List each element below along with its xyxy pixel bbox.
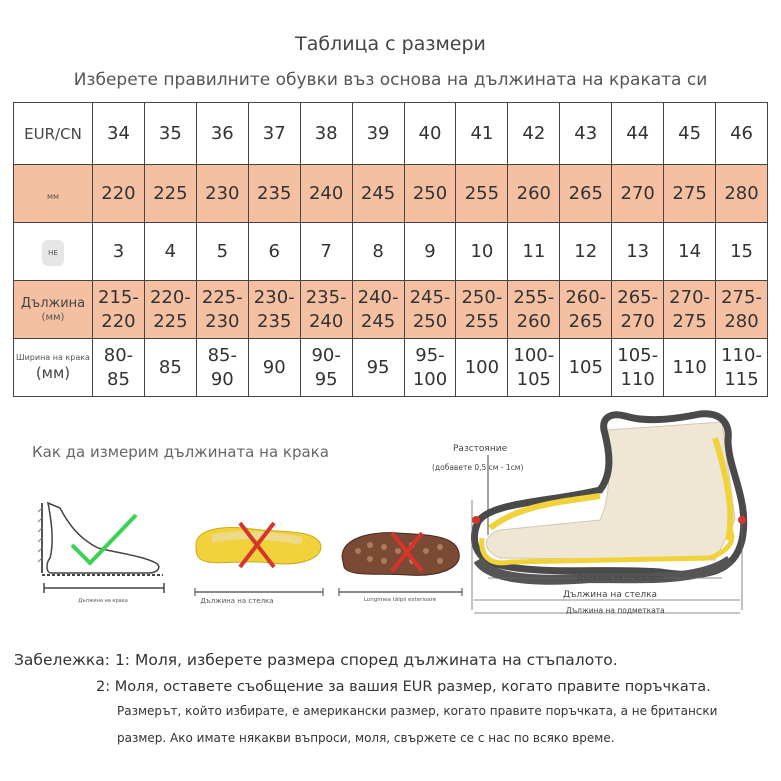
note-line-2: 2: Моля, оставете съобщение за вашия EUR размер, когато правите поръчката. [96, 679, 711, 695]
size-cell: 39 [352, 103, 404, 165]
size-cell [196, 281, 248, 339]
row-eur-label: EUR/CN [14, 103, 93, 165]
note-line-3: Размерът, който избирате, е американски размер, когато правите поръчката, а не британски [117, 704, 718, 718]
size-cell [352, 281, 404, 339]
size-cell-text: 85 [107, 368, 130, 390]
size-cell [300, 281, 352, 339]
size-cell: 41 [456, 103, 508, 165]
outsole-illustration [338, 523, 463, 583]
size-cell: 46 [716, 103, 768, 165]
size-cell: 13 [612, 223, 664, 281]
check-icon [72, 515, 136, 563]
size-cell: 14 [664, 223, 716, 281]
size-cell-text: 90- [311, 344, 341, 366]
size-table [13, 102, 768, 397]
size-cell-text: 105 [516, 368, 552, 390]
size-cell-text: 250- [461, 286, 503, 308]
row-width-label: Ширина на крака (мм) [14, 339, 93, 397]
size-cell [300, 339, 352, 397]
size-cell: 275 [664, 165, 716, 223]
size-cell [508, 339, 560, 397]
note-line-4: размер. Ако имате някакви въпроси, моля, свържете се с нас по всяко време. [117, 731, 615, 745]
size-cell: 265 [560, 165, 612, 223]
size-cell-text: 220- [149, 286, 191, 308]
size-cell [456, 281, 508, 339]
size-cell-text: 100- [513, 344, 555, 366]
size-cell [352, 339, 404, 397]
size-cell [248, 339, 300, 397]
page-subtitle: Изберете правилните обувки въз основа на дължината на краката си [73, 70, 708, 90]
size-cell [144, 281, 196, 339]
row-length [14, 281, 768, 339]
size-cell: 10 [456, 223, 508, 281]
size-cell [404, 281, 456, 339]
insole-measure-line [194, 588, 324, 596]
size-cell: 250 [404, 165, 456, 223]
size-cell-text: 265 [568, 310, 603, 332]
size-cell-text: 275- [721, 286, 762, 308]
measure-title: Как да измерим дължината на крака [32, 443, 329, 461]
size-cell-text: 95 [366, 356, 390, 378]
size-cell-text: 230 [205, 310, 240, 332]
size-cell: 9 [404, 223, 456, 281]
foot-measure-illustration [38, 493, 168, 603]
distance-note: (добавете 0,5 см - 1см) [432, 463, 524, 472]
size-cell-text: 215- [98, 286, 139, 308]
size-cell: 4 [144, 223, 196, 281]
size-cell-text: 95 [314, 368, 338, 390]
size-cell: 44 [612, 103, 664, 165]
size-cell: 42 [508, 103, 560, 165]
size-cell-text: 220 [101, 310, 136, 332]
size-cell: 40 [404, 103, 456, 165]
size-cell [560, 339, 612, 397]
size-cell: 240 [300, 165, 352, 223]
size-cell: 35 [144, 103, 196, 165]
size-cell: 37 [248, 103, 300, 165]
size-cell [560, 281, 612, 339]
size-cell-text: 280 [724, 310, 759, 332]
img2-caption: Дължина на стелка [200, 597, 274, 605]
row-eur [14, 103, 768, 165]
row-width [14, 339, 768, 397]
size-cell-text: 275 [672, 310, 707, 332]
size-cell: 280 [716, 165, 768, 223]
size-cell-text: 265- [617, 286, 659, 308]
size-cell-text: 105 [568, 356, 603, 378]
size-cell-text: 95- [415, 344, 445, 366]
row-ne-label: НЕ [14, 223, 93, 281]
size-cell: 230 [196, 165, 248, 223]
size-cell-text: 270 [620, 310, 655, 332]
size-cell: 5 [196, 223, 248, 281]
size-cell-text: 115 [724, 368, 759, 390]
size-cell-text: 110- [721, 344, 762, 366]
size-cell: 11 [508, 223, 560, 281]
size-cell [612, 339, 664, 397]
size-cell: 12 [560, 223, 612, 281]
size-cell [196, 339, 248, 397]
size-cell-text: 110 [672, 356, 707, 378]
size-cell [248, 281, 300, 339]
size-cell-text: 230- [253, 286, 295, 308]
size-cell: 220 [93, 165, 145, 223]
size-cell: 36 [196, 103, 248, 165]
size-cell-text: 90 [210, 368, 234, 390]
size-cell [404, 339, 456, 397]
size-cell-text: 90 [262, 356, 286, 378]
row-length-label: Дължина (мм) [14, 281, 93, 339]
size-cell: 3 [93, 223, 145, 281]
size-cell: 7 [300, 223, 352, 281]
size-cell [716, 339, 768, 397]
size-cell: 260 [508, 165, 560, 223]
img3-caption: Lungimea tălpii exterioare [363, 597, 437, 603]
size-cell [93, 339, 145, 397]
size-cell-text: 80- [103, 344, 134, 366]
insole-illustration [192, 515, 327, 575]
size-cell-text: 235- [305, 286, 347, 308]
size-cell: 270 [612, 165, 664, 223]
row-mm-label: мм [14, 165, 93, 223]
size-cell [716, 281, 768, 339]
size-cell-text: 85 [158, 356, 182, 378]
page-title: Таблица с размери [295, 33, 486, 55]
sole-length-label: Дължина на подметката [566, 606, 665, 615]
size-cell: 38 [300, 103, 352, 165]
size-cell: 6 [248, 223, 300, 281]
size-cell-text: 85- [207, 344, 237, 366]
size-cell-text: 225 [153, 310, 188, 332]
size-cell-text: 225- [201, 286, 243, 308]
size-cell: 225 [144, 165, 196, 223]
size-cell-text: 240- [357, 286, 399, 308]
insole-length-label: Дължина на стелка [563, 590, 658, 600]
size-cell: 34 [93, 103, 145, 165]
size-cell-text: 245- [409, 286, 451, 308]
size-cell: 245 [352, 165, 404, 223]
size-cell [664, 281, 716, 339]
size-cell-text: 260- [565, 286, 607, 308]
size-cell-text: 255 [464, 310, 500, 332]
size-cell-text: 240 [308, 310, 344, 332]
size-cell [144, 339, 196, 397]
size-cell: 255 [456, 165, 508, 223]
row-mm [14, 165, 768, 223]
size-cell: 45 [664, 103, 716, 165]
size-cell: 8 [352, 223, 404, 281]
size-cell-text: 250 [412, 310, 448, 332]
size-cell [456, 339, 508, 397]
size-cell: 43 [560, 103, 612, 165]
size-cell-text: 105- [617, 344, 659, 366]
size-cell-text: 260 [516, 310, 552, 332]
size-cell-text: 255- [513, 286, 555, 308]
size-cell-text: 245 [360, 310, 396, 332]
size-cell-text: 235 [257, 310, 292, 332]
distance-label: Разстояние [453, 444, 508, 454]
size-cell: 235 [248, 165, 300, 223]
size-cell [508, 281, 560, 339]
outsole-measure-line [338, 588, 463, 596]
size-cell: 15 [716, 223, 768, 281]
size-cell [93, 281, 145, 339]
img1-caption: Дължина на крака [78, 598, 128, 604]
size-cell [612, 281, 664, 339]
shoe-diagram [460, 410, 760, 620]
note-line-1: Забележка: 1: Моля, изберете размера според дължината на стъпалото. [14, 651, 618, 669]
size-cell-text: 270- [669, 286, 711, 308]
size-cell [664, 339, 716, 397]
row-ne [14, 223, 768, 281]
size-cell-text: 100 [464, 356, 500, 378]
size-cell-text: 100 [412, 368, 448, 390]
foot-length-label: Дължина на стъпалото [577, 574, 664, 582]
size-cell-text: 110 [620, 368, 655, 390]
